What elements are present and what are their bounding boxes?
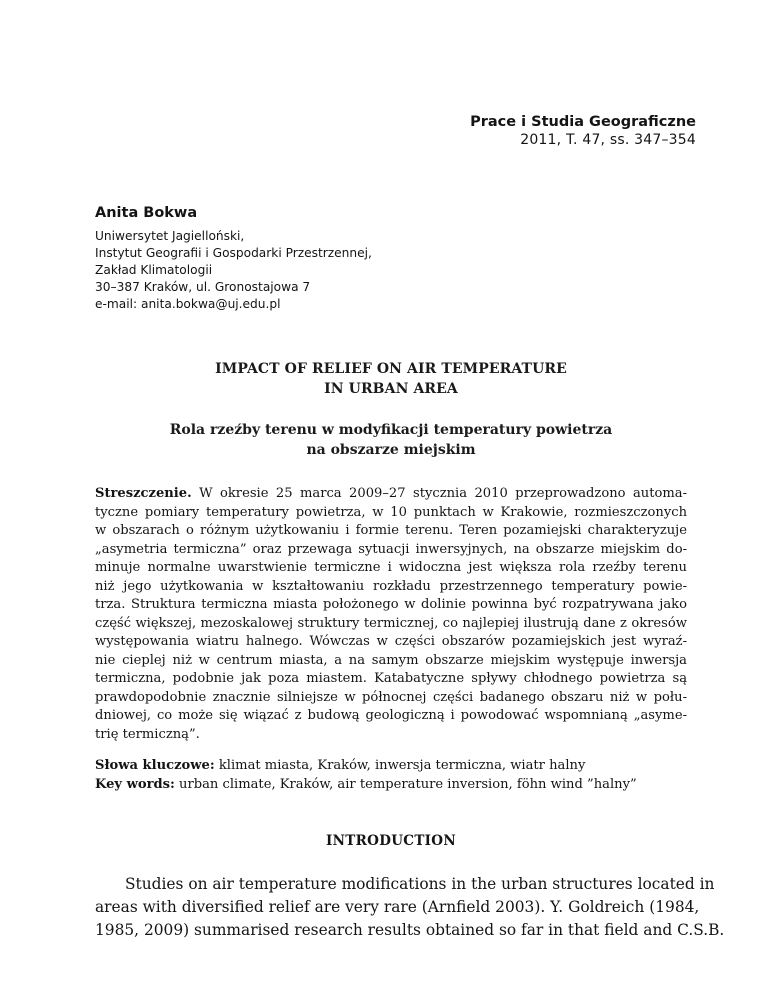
author-email: e-mail: anita.bokwa@uj.edu.pl [95,297,281,311]
author-block [95,203,372,313]
affiliation-line: Zakład Klimatologii [95,263,213,277]
abstract-line: w obszarach o różnym użytkowaniu i formie terenu. Teren pozamiejski charakteryzuje [95,523,687,538]
affiliation-line: 30–387 Kraków, ul. Gronostajowa 7 [95,280,311,294]
abstract-line: prawdopodobnie znacznie silniejsze w północnej części badanego obszaru niż w połu- [95,689,687,705]
journal-title: Prace i Studia Geograficzne [470,114,696,130]
keywords [95,757,715,794]
author-name: Anita Bokwa [95,205,198,221]
intro-line: areas with diversified relief are very rare (Arnfield 2003). Y. Goldreich (1984, [95,898,700,916]
abstract [95,485,687,744]
intro-line: 1985, 2009) summarised research results obtained so far in that field and C.S.B. [95,921,725,939]
article-title-en [95,359,687,399]
abstract-line: termiczna, podobnie jak poza miastem. Katabatyczne spływy chłodnego powietrza są [95,671,687,686]
journal-header [470,113,696,149]
article-title-pl [95,420,687,460]
title-line: na obszarze miejskim [306,442,476,458]
abstract-line: trza. Struktura termiczna miasta położonego w dolinie powinna być rozpatrywana jako [95,597,687,612]
keywords-pl-label: Słowa kluczowe: [95,758,215,773]
keywords-en-label: Key words: [95,776,175,792]
intro-paragraph [95,873,725,942]
affiliation-line: Uniwersytet Jagielloński, [95,229,245,243]
abstract-line: niż jego użytkowania w kształtowaniu rozkładu przestrzennego temperatury powie- [95,578,687,594]
abstract-line: nie cieplej niż w centrum miasta, a na samym obszarze miejskim występuje inwersja [95,652,687,668]
abstract-label: Streszczenie. [95,486,192,501]
abstract-line: trię termiczną”. [95,726,200,742]
keywords-en: Key words: urban climate, Kraków, air temperature inversion, föhn wind ”halny” [95,776,637,792]
journal-reference: 2011, T. 47, ss. 347–354 [520,132,696,148]
title-line: IN URBAN AREA [324,381,458,397]
intro-line: Studies on air temperature modifications in the urban structures located in [125,875,715,893]
title-line: Rola rzeźby terenu w modyfikacji temperatury powietrza [169,422,613,438]
abstract-line: Streszczenie. W okresie 25 marca 2009–27 stycznia 2010 przeprowadzono automa- [95,486,687,501]
abstract-line: część większej, mezoskalowej struktury termicznej, co najlepiej ilustrują dane z okresów [95,615,687,631]
abstract-line: „asymetria termiczna” oraz przewaga sytuacji inwersyjnych, na obszarze miejskim do- [95,541,687,557]
affiliation-line: Instytut Geografii i Gospodarki Przestrzennej, [95,246,372,260]
keywords-pl: Słowa kluczowe: klimat miasta, Kraków, inwersja termiczna, wiatr halny [95,758,586,773]
abstract-line: dniowej, co może się wiązać z budową geologiczną i powodować wspomnianą „asyme- [95,708,687,723]
section-heading: INTRODUCTION [326,833,456,849]
abstract-line: występowania wiatru halnego. Wówczas w części obszarów pozamiejskich jest wyraź- [95,634,687,649]
title-line: IMPACT OF RELIEF ON AIR TEMPERATURE [215,361,567,377]
abstract-line: tyczne pomiary temperatury powietrza, w 10 punktach w Krakowie, rozmieszczonych [95,504,687,520]
abstract-line: minuje normalne uwarstwienie termiczne i widoczna jest większa rola rzeźby terenu [95,560,687,575]
